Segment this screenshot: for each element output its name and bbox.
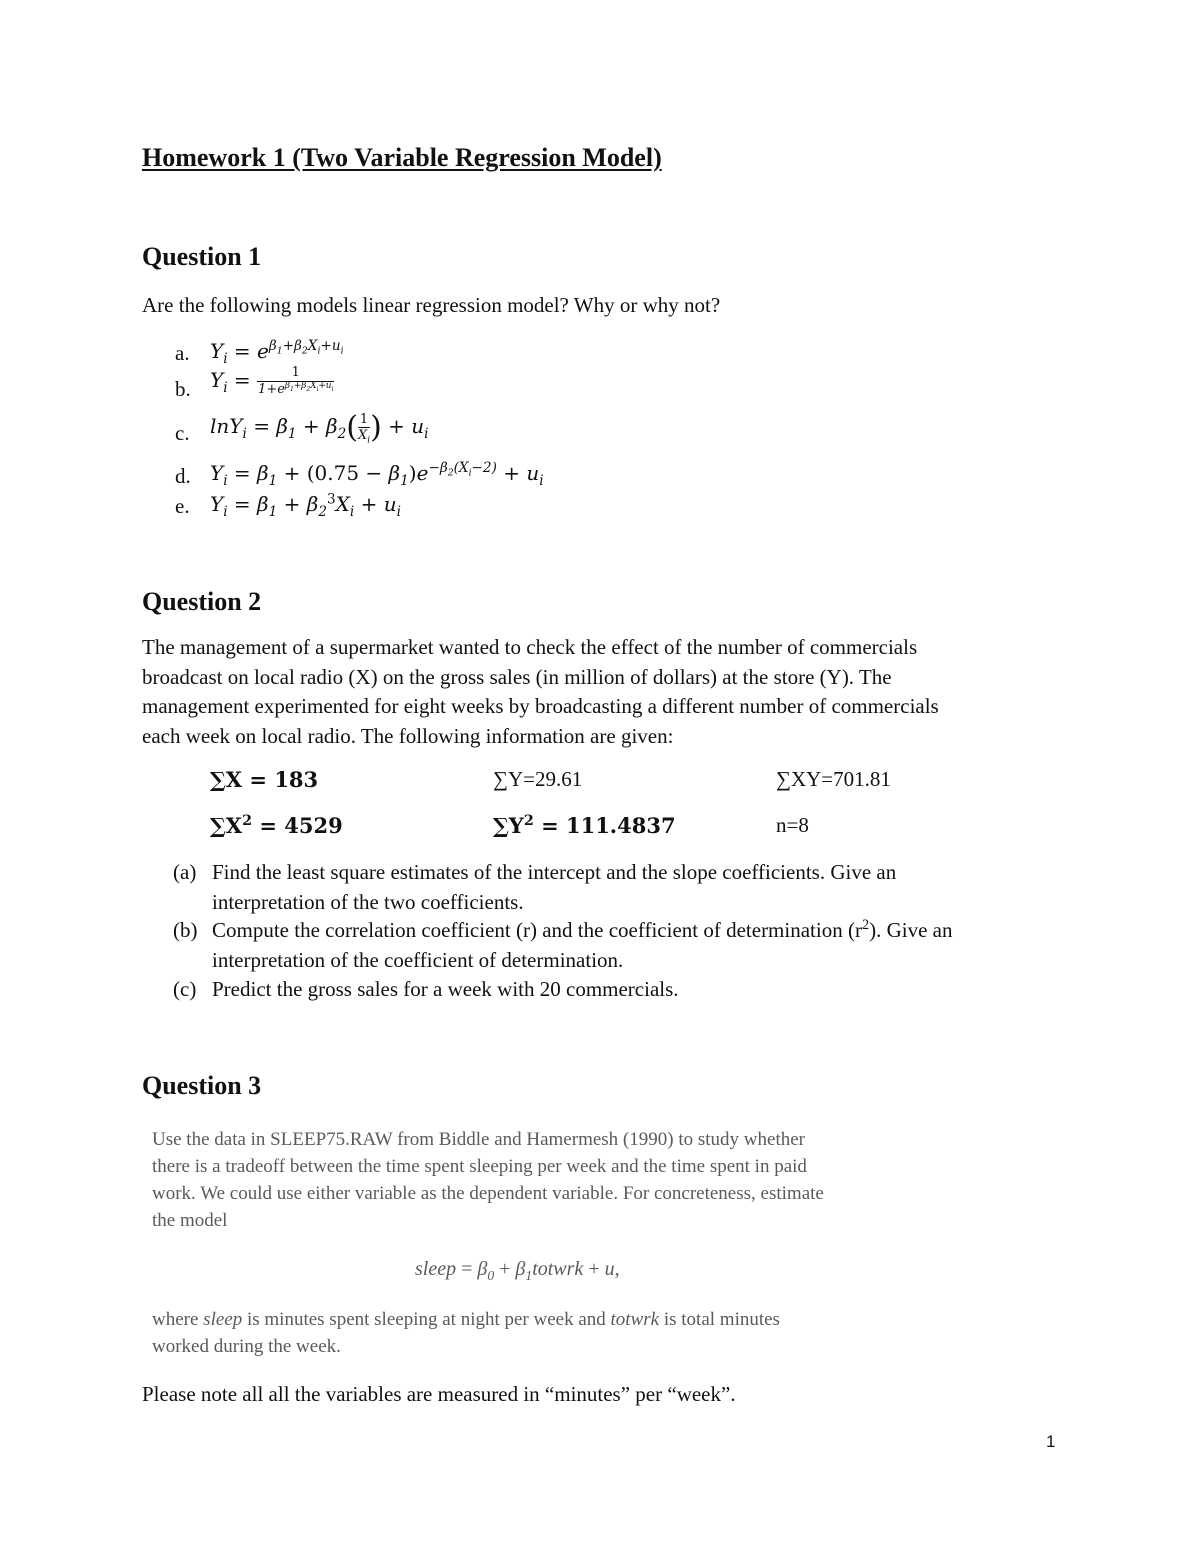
sample-size: n=8 — [776, 813, 809, 837]
model-b-equation: $Y_i$ = $\frac{1}{1+e^{\beta_1+\beta_2X_i+u_i}}$ — [210, 365, 334, 397]
model-d-equation: $Y_i = \beta_1 + (0.75 - \beta_1)e^{-\beta_2(X_i-2)} + u_i$ — [210, 460, 544, 489]
units-note: Please note all all the variables are measured in “minutes” per “week”. — [142, 1382, 736, 1406]
model-a-equation: $Y_i = e^{\beta_1+\beta_2X_i+u_i}$ — [210, 338, 344, 367]
part-a-text: Find the least square estimates of the intercept and the slope coefficients. Give an interpretation of the two coefficients. — [212, 860, 897, 914]
sum-xy: ∑XY=701.81 — [776, 767, 891, 791]
page-title: Homework 1 (Two Variable Regression Model) — [142, 143, 662, 172]
excerpt-line: work. We could use either variable as the dependent variable. For concreteness, estimate — [152, 1183, 824, 1204]
page-number: 1 — [1046, 1432, 1056, 1451]
model-c-label: c. — [175, 421, 190, 445]
description-line: management experimented for eight weeks by broadcasting a different number of commercials — [142, 694, 939, 718]
model-b-label: b. — [175, 377, 191, 401]
question-1-heading: Question 1 — [142, 242, 262, 271]
part-b-label: (b) — [173, 918, 198, 942]
question-3-heading: Question 3 — [142, 1071, 262, 1100]
part-c-label: (c) — [173, 977, 197, 1001]
part-c-text: Predict the gross sales for a week with 20 commercials. — [212, 977, 679, 1001]
model-e-equation: $Y_i = \beta_1 + \beta_2^3X_i + u_i$ — [210, 491, 401, 520]
model-a-label: a. — [175, 341, 190, 365]
textbook-excerpt — [152, 1126, 912, 1366]
sum-y: ∑Y=29.61 — [493, 767, 583, 791]
sum-y-squared: $\sum Y^2 = 111.4837$ — [493, 813, 676, 838]
description-line: The management of a supermarket wanted to check the effect of the number of commercials — [142, 635, 918, 659]
sum-x: ∑X = 183 — [210, 767, 319, 792]
question-2-heading: Question 2 — [142, 587, 262, 616]
excerpt-line: Use the data in SLEEP75.RAW from Biddle and Hamermesh (1990) to study whether — [152, 1129, 805, 1150]
sum-x-squared: $\sum X^2 = 4529$ — [210, 813, 343, 838]
model-e-label: e. — [175, 494, 190, 518]
question-2-description — [142, 633, 939, 751]
variable-definitions: where sleep is minutes spent sleeping at night per week and totwrk is total minutes worked during the week. — [152, 1309, 780, 1357]
part-b-text: Compute the correlation coefficient (r) and the coefficient of determination $(r^2)$. Give an interpretation of the coefficient of determination. — [212, 917, 953, 972]
description-line: broadcast on local radio (X) on the gross sales (in million of dollars) at the store (Y). The — [142, 664, 892, 689]
part-a-label: (a) — [173, 860, 197, 884]
excerpt-line: the model — [152, 1210, 228, 1231]
model-c-equation: $\ln Y_i = \beta_1 + \beta_2$( $\frac{1}{X_i}$ ) + $u_i$ — [210, 410, 429, 446]
question-1-prompt: Are the following models linear regression model? Why or why not? — [142, 293, 721, 317]
description-line: each week on local radio. The following information are given: — [142, 723, 674, 748]
model-d-label: d. — [175, 464, 191, 488]
excerpt-line: there is a tradeoff between the time spent sleeping per week and the time spent in paid — [152, 1156, 807, 1177]
sleep-model-equation: sleep = $\beta_0$ + $\beta_1totwrk + u$, — [415, 1258, 620, 1283]
